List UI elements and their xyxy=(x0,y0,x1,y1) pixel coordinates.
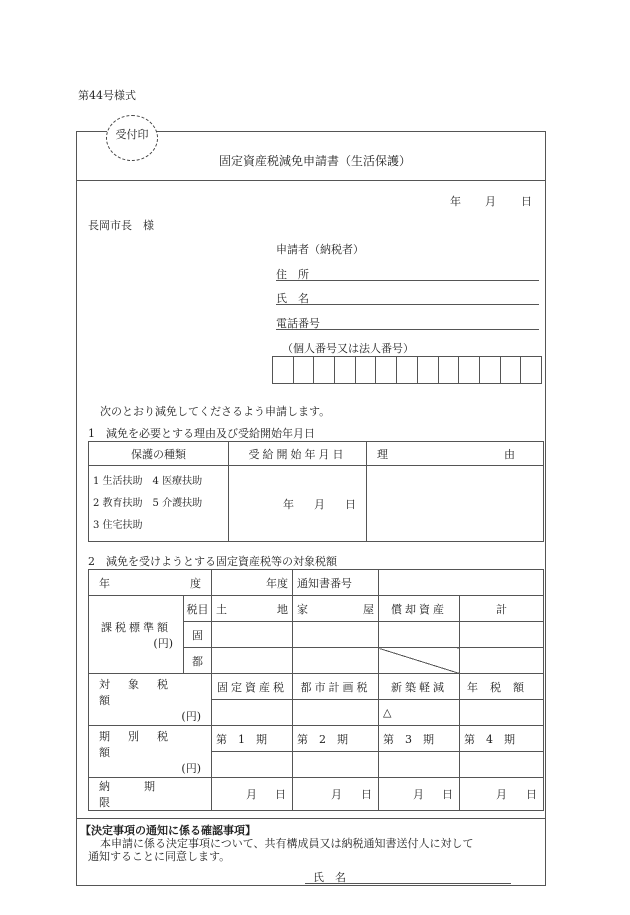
id-digit-cell[interactable] xyxy=(417,357,438,384)
due-2-day: 日 xyxy=(361,788,372,801)
phone-label: 電話番号 xyxy=(276,317,320,330)
confirm-name-label: 氏 名 xyxy=(313,871,346,884)
id-digit-cell[interactable] xyxy=(438,357,459,384)
kind-option-row[interactable]: 2 教育扶助 5 介護扶助 xyxy=(93,497,203,509)
house-2: 屋 xyxy=(363,602,374,616)
city-row-label: 都 xyxy=(184,648,212,674)
total-fixed-cell[interactable] xyxy=(460,622,544,648)
request-text: 次のとおり減免してくださるよう申請します。 xyxy=(100,405,331,418)
confirm-line1: 本申請に係る決定事項について、共有構成員又は納税通知書送付人に対して xyxy=(100,837,474,850)
kind-option-row[interactable]: 3 住宅扶助 xyxy=(93,519,143,531)
date-year: 年 xyxy=(450,195,461,208)
stamp-label: 受付印 xyxy=(115,128,149,141)
form-number: 第44号様式 xyxy=(78,89,136,102)
due-date-1[interactable] xyxy=(212,778,293,811)
period-1-cell[interactable] xyxy=(212,752,293,778)
land-header xyxy=(212,596,293,622)
name-label: 氏 名 xyxy=(276,292,309,305)
target-tax-text: 対象税額 xyxy=(99,677,186,707)
land-1: 土 xyxy=(216,602,227,616)
start-month: 月 xyxy=(314,497,325,511)
id-digit-cell[interactable] xyxy=(397,357,418,384)
id-digit-cell[interactable] xyxy=(335,357,356,384)
due-3-month: 月 xyxy=(413,788,424,801)
title-divider xyxy=(76,180,546,181)
due-date-text: 納期限 xyxy=(99,780,189,809)
phone-field[interactable] xyxy=(276,329,539,330)
land-fixed-cell[interactable] xyxy=(212,622,293,648)
id-digit-cell[interactable] xyxy=(293,357,314,384)
due-2-month: 月 xyxy=(331,788,342,801)
period-4-header: 第 4 期 xyxy=(460,726,544,752)
start-day: 日 xyxy=(345,497,356,511)
city-planning-tax-cell[interactable] xyxy=(293,700,379,726)
notice-number-label: 通知書番号 xyxy=(293,570,379,596)
id-digit-cell[interactable] xyxy=(459,357,480,384)
reason-header-1: 理 xyxy=(377,447,388,461)
depreciable-header: 償却資産 xyxy=(379,596,460,622)
id-digit-cell[interactable] xyxy=(500,357,521,384)
kind-options[interactable] xyxy=(89,466,229,542)
start-date-field[interactable] xyxy=(229,466,367,542)
reason-table xyxy=(88,441,544,542)
due-date-4[interactable] xyxy=(460,778,544,811)
confirm-divider xyxy=(76,818,546,819)
address-label: 住 所 xyxy=(276,268,309,281)
fiscal-year-label xyxy=(89,570,212,596)
fiscal-year-field[interactable]: 年度 xyxy=(212,570,293,596)
col-reason-header xyxy=(367,442,544,466)
new-build-reduction-cell[interactable]: △ xyxy=(379,700,460,726)
annual-tax-cell[interactable] xyxy=(460,700,544,726)
id-digit-cell[interactable] xyxy=(314,357,335,384)
installment-text: 期別税額 xyxy=(99,729,186,759)
depreciable-city-cell-void xyxy=(379,648,460,674)
year-label-1: 年 xyxy=(99,576,110,590)
applicant-heading: 申請者（納税者） xyxy=(276,243,364,256)
total-city-cell[interactable] xyxy=(460,648,544,674)
id-digit-cell[interactable] xyxy=(521,357,542,384)
period-2-header: 第 2 期 xyxy=(293,726,379,752)
land-2: 地 xyxy=(277,602,288,616)
reason-field[interactable] xyxy=(367,466,544,542)
target-tax-yen: (円) xyxy=(181,709,201,723)
fixed-row-label: 固 xyxy=(184,622,212,648)
due-4-month: 月 xyxy=(496,788,507,801)
form-title: 固定資産税減免申請書（生活保護） xyxy=(218,154,411,168)
period-3-cell[interactable] xyxy=(379,752,460,778)
start-year: 年 xyxy=(283,497,294,511)
annual-tax-header: 年税額 xyxy=(460,674,544,700)
assessment-label xyxy=(89,596,184,674)
new-build-reduction-header: 新築軽減 xyxy=(379,674,460,700)
due-date-3[interactable] xyxy=(379,778,460,811)
due-4-day: 日 xyxy=(526,788,537,801)
section2-heading: 2 減免を受けようとする固定資産税等の対象税額 xyxy=(88,555,337,568)
fixed-asset-tax-header: 固定資産税 xyxy=(212,674,293,700)
section1-heading: 1 減免を必要とする理由及び受給開始年月日 xyxy=(88,427,315,440)
id-digit-cell[interactable] xyxy=(273,357,294,384)
due-3-day: 日 xyxy=(442,788,453,801)
name-field[interactable] xyxy=(276,304,539,305)
notice-number-field[interactable] xyxy=(379,570,544,596)
house-fixed-cell[interactable] xyxy=(293,622,379,648)
tax-table xyxy=(88,569,544,811)
id-digit-cell[interactable] xyxy=(479,357,500,384)
col-kind-header: 保護の種類 xyxy=(89,442,229,466)
city-planning-tax-header: 都市計画税 xyxy=(293,674,379,700)
due-date-label xyxy=(89,778,212,811)
due-1-day: 日 xyxy=(275,788,286,801)
id-number-label: （個人番号又は法人番号） xyxy=(282,342,414,355)
confirm-name-field[interactable] xyxy=(305,883,511,884)
due-1-month: 月 xyxy=(246,788,257,801)
id-digit-cell[interactable] xyxy=(355,357,376,384)
installment-label xyxy=(89,726,212,778)
house-1: 家 xyxy=(297,602,308,616)
date-month: 月 xyxy=(485,195,496,208)
total-header: 計 xyxy=(460,596,544,622)
assessment-text: 課税標準額 xyxy=(101,620,171,634)
house-header xyxy=(293,596,379,622)
period-1-header: 第 1 期 xyxy=(212,726,293,752)
period-2-cell[interactable] xyxy=(293,752,379,778)
installment-yen: (円) xyxy=(181,761,201,775)
period-3-header: 第 3 期 xyxy=(379,726,460,752)
due-date-2[interactable] xyxy=(293,778,379,811)
land-city-cell[interactable] xyxy=(212,648,293,674)
year-label-2: 度 xyxy=(190,576,201,590)
kind-option-row[interactable]: 1 生活扶助 4 医療扶助 xyxy=(93,475,203,487)
period-4-cell[interactable] xyxy=(460,752,544,778)
assessment-yen: (円) xyxy=(153,636,173,650)
confirm-line2: 通知することに同意します。 xyxy=(88,850,231,863)
col-start-header: 受給開始年月日 xyxy=(229,442,367,466)
date-day: 日 xyxy=(521,195,532,208)
confirm-heading: 【決定事項の通知に係る確認事項】 xyxy=(80,824,256,837)
target-tax-label xyxy=(89,674,212,726)
house-city-cell[interactable] xyxy=(293,648,379,674)
reason-header-2: 由 xyxy=(504,447,515,461)
id-digit-cell[interactable] xyxy=(376,357,397,384)
depreciable-fixed-cell[interactable] xyxy=(379,622,460,648)
addressee: 長岡市長 様 xyxy=(88,219,154,232)
address-field[interactable] xyxy=(276,280,539,281)
fixed-asset-tax-cell[interactable] xyxy=(212,700,293,726)
id-number-grid[interactable] xyxy=(272,356,542,384)
tax-item-label: 税目 xyxy=(184,596,212,622)
